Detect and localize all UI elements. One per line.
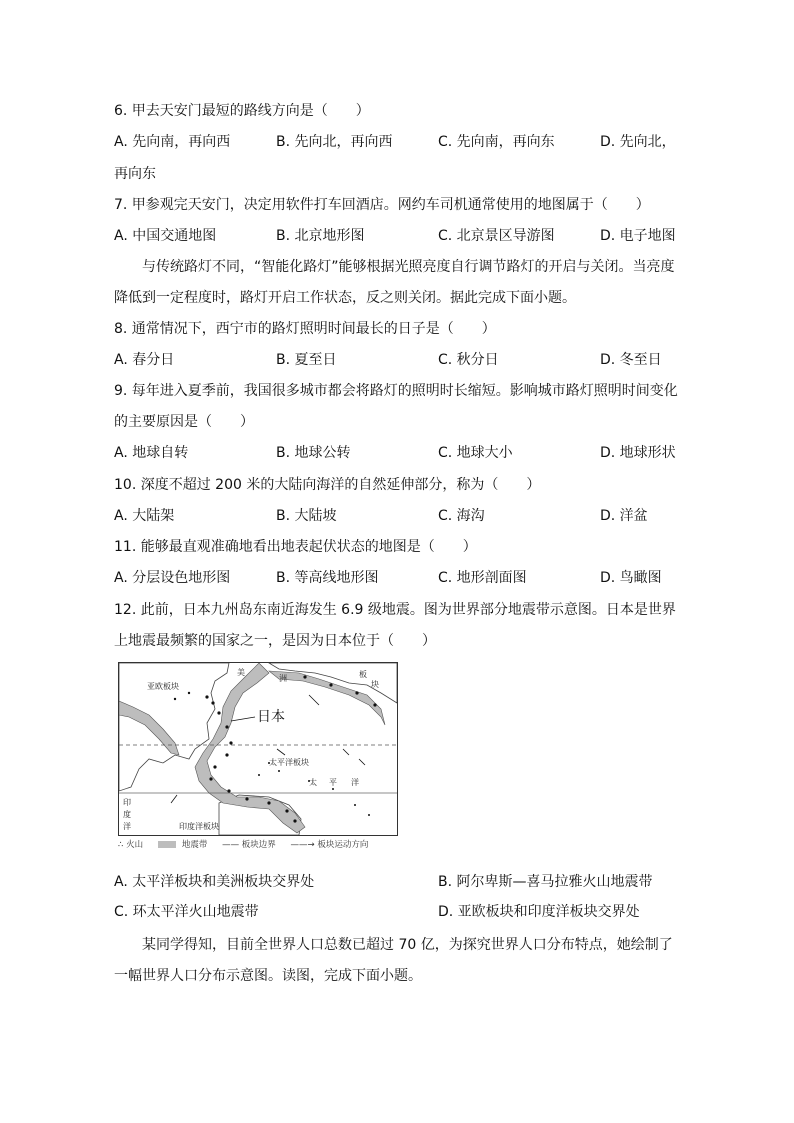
label-america-1: 美 [237, 668, 245, 677]
legend-motion: ——→ 板块运动方向 [290, 840, 369, 850]
q9-stem-line2: 的主要原因是（ ） [114, 414, 254, 430]
q12-option-d: D. 亚欧板块和印度洋板块交界处 [438, 904, 640, 920]
q8-option-d: D. 冬至日 [600, 352, 662, 368]
q6-stem: 6. 甲去天安门最短的路线方向是（ ） [114, 103, 370, 119]
q6-option-d: D. 先向北， [600, 134, 676, 150]
q7-option-c: C. 北京景区导游图 [438, 228, 555, 244]
label-america-4: 块 [371, 680, 379, 689]
q9-option-a: A. 地球自转 [114, 445, 189, 461]
q10-option-d: D. 洋盆 [600, 508, 648, 524]
q8-option-a: A. 春分日 [114, 352, 175, 368]
q6-option-b: B. 先向北，再向西 [276, 134, 393, 150]
q7-stem: 7. 甲参观完天安门，决定用软件打车回酒店。网约车司机通常使用的地图属于（ ） [114, 197, 650, 213]
q9-option-b: B. 地球公转 [276, 445, 351, 461]
q6-option-c: C. 先向南，再向东 [438, 134, 555, 150]
label-pacific-2: 平 [329, 778, 337, 787]
q11-option-b: B. 等高线地形图 [276, 570, 379, 586]
map-legend [118, 838, 380, 850]
label-india-3: 洋 [123, 822, 131, 831]
label-america-2: 洲 [279, 674, 287, 683]
q8-option-c: C. 秋分日 [438, 352, 499, 368]
q10-stem: 10. 深度不超过 200 米的大陆向海洋的自然延伸部分，称为（ ） [114, 477, 541, 493]
q11-option-c: C. 地形剖面图 [438, 570, 527, 586]
label-eurasia-plate: 亚欧板块 [147, 682, 179, 691]
q7-option-d: D. 电子地图 [600, 228, 676, 244]
q12-option-b: B. 阿尔卑斯—喜马拉雅火山地震带 [438, 874, 653, 890]
q7-option-a: A. 中国交通地图 [114, 228, 217, 244]
label-pacific-plate: 太平洋板块 [269, 758, 309, 767]
q12-option-a: A. 太平洋板块和美洲板块交界处 [114, 874, 315, 890]
q9-option-d: D. 地球形状 [600, 445, 676, 461]
label-indian-ocean-plate: 印度洋板块 [179, 822, 219, 831]
q12-stem: 12. 此前，日本九州岛东南近海发生 6.9 级地震。图为世界部分地震带示意图。日本是世界上地震最频繁的国家之一，是因为日本位于（ ） [114, 602, 676, 649]
q11-option-d: D. 鸟瞰图 [600, 570, 662, 586]
passage-smart-streetlight: 与传统路灯不同，“智能化路灯”能够根据光照亮度自行调节路灯的开启与关闭。当亮度降低到一定程度时，路灯开启工作状态，反之则关闭。据此完成下面小题。 [114, 259, 675, 306]
label-japan: 日本 [257, 709, 285, 725]
legend-boundary: —— 板块边界 [222, 840, 276, 850]
q10-option-b: B. 大陆坡 [276, 508, 337, 524]
label-pacific-3: 洋 [351, 778, 359, 787]
label-india-1: 印 [123, 798, 131, 807]
q10-option-a: A. 大陆架 [114, 508, 175, 524]
q9-option-c: C. 地球大小 [438, 445, 513, 461]
q6-option-a: A. 先向南，再向西 [114, 134, 231, 150]
q8-option-b: B. 夏至日 [276, 352, 337, 368]
q7-option-b: B. 北京地形图 [276, 228, 365, 244]
q6-option-d-continued: 再向东 [114, 166, 156, 182]
q11-option-a: A. 分层设色地形图 [114, 570, 231, 586]
label-india-2: 度 [123, 810, 131, 819]
label-pacific-1: 太 [309, 778, 317, 787]
q10-option-c: C. 海沟 [438, 508, 485, 524]
seismic-belt-map [118, 662, 398, 836]
legend-volcano: ∴ 火山 [118, 840, 144, 850]
legend-seismic-belt: 地震带 [158, 840, 214, 850]
label-america-3: 板 [359, 670, 367, 679]
q11-stem: 11. 能够最直观准确地看出地表起伏状态的地图是（ ） [114, 539, 477, 555]
q12-option-c: C. 环太平洋火山地震带 [114, 904, 259, 920]
q8-stem: 8. 通常情况下，西宁市的路灯照明时间最长的日子是（ ） [114, 321, 496, 337]
q9-stem-line1: 9. 每年进入夏季前，我国很多城市都会将路灯的照明时长缩短。影响城市路灯照明时间变化 [114, 383, 678, 399]
passage-world-population: 某同学得知，目前全世界人口总数已超过 70 亿，为探究世界人口分布特点，她绘制了一幅世界人口分布示意图。读图，完成下面小题。 [114, 937, 673, 984]
